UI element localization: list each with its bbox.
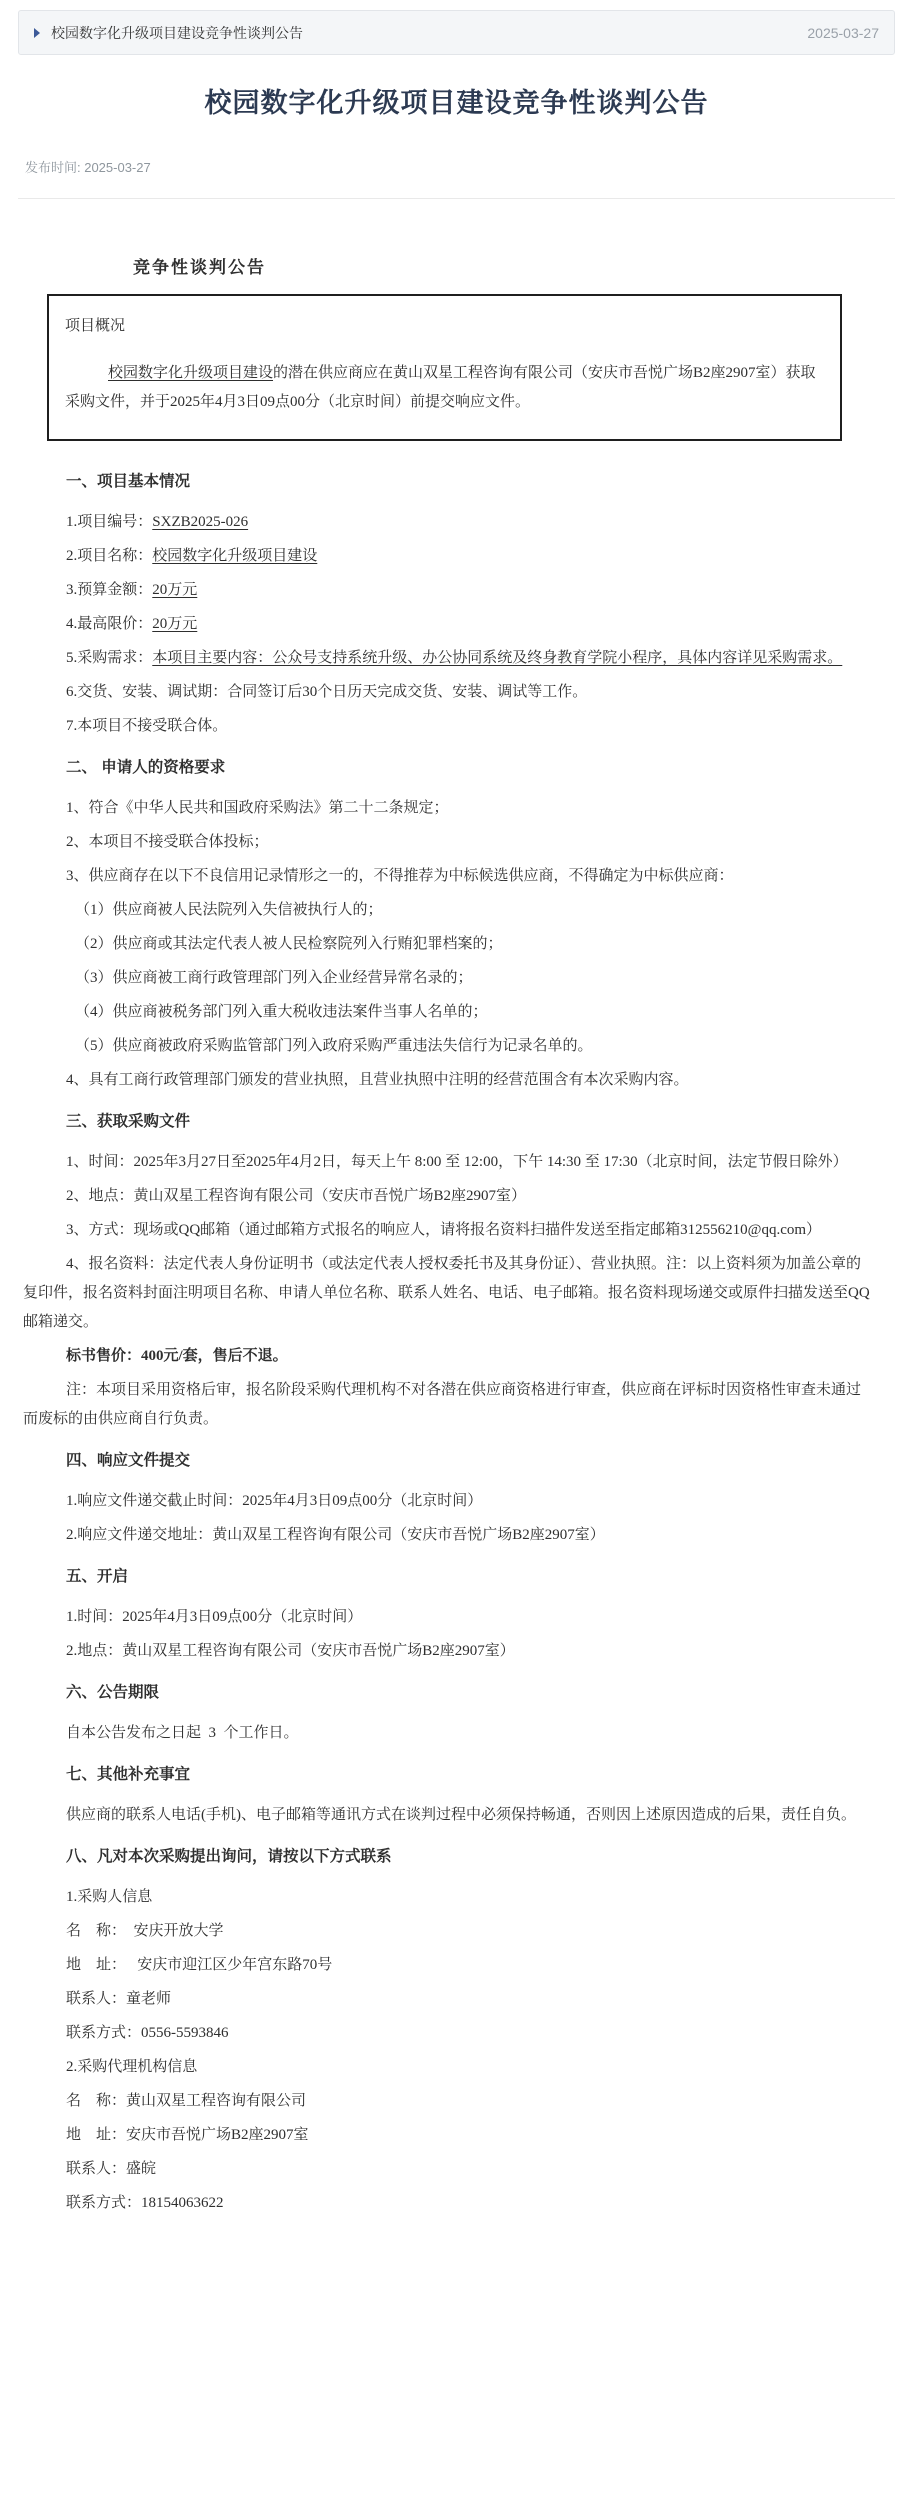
doc-title: 竞争性谈判公告 xyxy=(133,258,266,277)
paragraph: （4）供应商被税务部门列入重大税收违法案件当事人名单的； xyxy=(75,1004,488,1020)
paragraph: 2.地点：黄山双星工程咨询有限公司（安庆市吾悦广场B2座2907室） xyxy=(66,1643,515,1659)
overview-heading: 项目概况 xyxy=(65,318,126,334)
paragraph: 标书售价：400元/套，售后不退。 xyxy=(66,1348,288,1364)
section-heading: 七、其他补充事宜 xyxy=(66,1766,191,1783)
section-heading: 五、开启 xyxy=(66,1568,129,1585)
paragraph: 注：本项目采用资格后审，报名阶段采购代理机构不对各潜在供应商资格进行审查，供应商在评标时因资格性审查未通过而废标的由供应商自行负责。 xyxy=(23,1382,862,1427)
caret-right-icon xyxy=(34,28,40,38)
paragraph: 地 址： 安庆市迎江区少年宫东路70号 xyxy=(66,1957,333,1973)
paragraph: （2）供应商或其法定代表人被人民检察院列入行贿犯罪档案的； xyxy=(75,936,503,952)
paragraph: 联系人：盛皖 xyxy=(66,2161,157,2177)
paragraph: 1、符合《中华人民共和国政府采购法》第二十二条规定； xyxy=(66,800,449,816)
paragraph: 4、具有工商行政管理部门颁发的营业执照，且营业执照中注明的经营范围含有本次采购内容。 xyxy=(66,1072,689,1088)
header-divider xyxy=(18,198,895,199)
page-title: 校园数字化升级项目建设竞争性谈判公告 xyxy=(204,88,709,118)
paragraph: （3）供应商被工商行政管理部门列入企业经营异常名录的； xyxy=(75,970,473,986)
paragraph: 3、供应商存在以下不良信用记录情形之一的，不得推荐为中标候选供应商，不得确定为中标供应商： xyxy=(66,868,734,884)
paragraph: 联系方式：18154063622 xyxy=(66,2195,224,2211)
paragraph: 4.最高限价：20万元 xyxy=(66,616,198,632)
paragraph: 名 称：黄山双星工程咨询有限公司 xyxy=(66,2093,307,2109)
article-paragraphs xyxy=(23,467,875,2218)
paragraph: 1.项目编号：SXZB2025-026 xyxy=(66,514,249,530)
paragraph: 联系人：童老师 xyxy=(66,1991,172,2007)
paragraph: 1.采购人信息 xyxy=(66,1889,153,1905)
overview-paragraph xyxy=(65,359,824,417)
paragraph: 供应商的联系人电话(手机)、电子邮箱等通讯方式在谈判过程中必须保持畅通，否则因上述原因造成的后果，责任自负。 xyxy=(66,1807,856,1823)
paragraph: 联系方式：0556-5593846 xyxy=(66,2025,229,2041)
paragraph: 4、报名资料：法定代表人身份证明书（或法定代表人授权委托书及其身份证）、营业执照。注：以上资料须为加盖公章的复印件，报名资料封面注明项目名称、申请人单位名称、联系人姓名、电话、电子邮箱。报名资料现场递交或原件扫描发送至QQ邮箱递交。 xyxy=(23,1256,870,1330)
paragraph: 2.响应文件递交地址：黄山双星工程咨询有限公司（安庆市吾悦广场B2座2907室） xyxy=(66,1527,605,1543)
section-heading: 四、响应文件提交 xyxy=(66,1452,191,1469)
breadcrumb[interactable]: 校园数字化升级项目建设竞争性谈判公告 xyxy=(51,24,303,41)
paragraph: 2.项目名称：校园数字化升级项目建设 xyxy=(66,548,318,564)
paragraph: 2、本项目不接受联合体投标； xyxy=(66,834,269,850)
section-heading: 八、凡对本次采购提出询问，请按以下方式联系 xyxy=(66,1848,392,1865)
project-overview-box xyxy=(47,294,842,441)
breadcrumb-date: 2025-03-27 xyxy=(807,24,879,41)
paragraph: （1）供应商被人民法院列入失信被执行人的； xyxy=(75,902,383,918)
paragraph: 3、方式：现场或QQ邮箱（通过邮箱方式报名的响应人，请将报名资料扫描件发送至指定邮箱312556210@qq.com） xyxy=(66,1222,822,1238)
paragraph: 6.交货、安装、调试期：合同签订后30个日历天完成交货、安装、调试等工作。 xyxy=(66,684,588,700)
paragraph: 1.响应文件递交截止时间：2025年4月3日09点00分（北京时间） xyxy=(66,1493,483,1509)
announcement-article xyxy=(23,253,875,2253)
paragraph: 1、时间：2025年3月27日至2025年4月2日，每天上午 8:00 至 12:00，下午 14:30 至 17:30（北京时间，法定节假日除外） xyxy=(66,1154,848,1170)
paragraph: 7.本项目不接受联合体。 xyxy=(66,718,228,734)
section-heading: 一、项目基本情况 xyxy=(66,473,191,490)
paragraph: 地 址：安庆市吾悦广场B2座2907室 xyxy=(66,2127,309,2143)
paragraph: 名 称： 安庆开放大学 xyxy=(66,1923,224,1939)
paragraph: 3.预算金额：20万元 xyxy=(66,582,198,598)
section-heading: 二、 申请人的资格要求 xyxy=(66,759,226,776)
overview-text: 的潜在供应商应在黄山双星工程咨询有限公司（安庆市吾悦广场B2座2907室）获取采购文件，并于2025年4月3日09点00分（北京时间）前提交响应文件。 xyxy=(65,365,816,410)
paragraph: 5.采购需求：本项目主要内容：公众号支持系统升级、办公协同系统及终身教育学院小程序，具体内容详见采购需求。 xyxy=(66,650,843,666)
breadcrumb-bar xyxy=(18,10,895,55)
paragraph: 1.时间：2025年4月3日09点00分（北京时间） xyxy=(66,1609,363,1625)
paragraph: 2.采购代理机构信息 xyxy=(66,2059,198,2075)
paragraph: （5）供应商被政府采购监管部门列入政府采购严重违法失信行为记录名单的。 xyxy=(75,1038,593,1054)
overview-underlined-project-name: 校园数字化升级项目建设 xyxy=(108,365,274,381)
section-heading: 六、公告期限 xyxy=(66,1684,160,1701)
paragraph: 2、地点：黄山双星工程咨询有限公司（安庆市吾悦广场B2座2907室） xyxy=(66,1188,527,1204)
section-heading: 三、获取采购文件 xyxy=(66,1113,191,1130)
publish-time: 发布时间: 2025-03-27 xyxy=(25,160,151,175)
paragraph: 自本公告发布之日起 3 个工作日。 xyxy=(66,1725,299,1741)
